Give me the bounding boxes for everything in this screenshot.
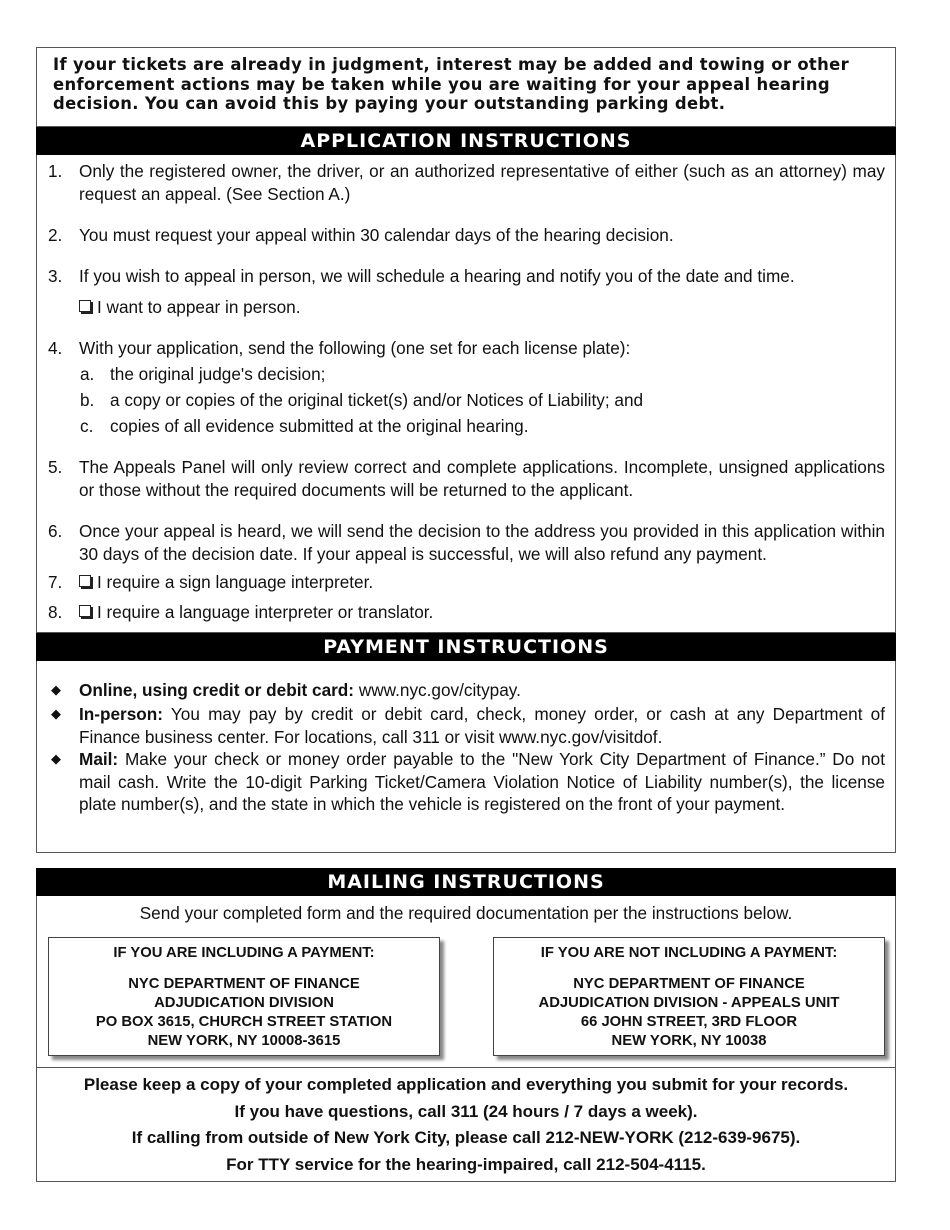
item-text: Only the registered owner, the driver, or an authorized representative of either (such as an attorney) may request an appeal. (See Section A.) <box>79 161 885 204</box>
sub-item-letter: b. <box>80 390 95 410</box>
payment-instructions-header: PAYMENT INSTRUCTIONS <box>36 633 896 661</box>
address-line: ADJUDICATION DIVISION <box>154 995 334 1011</box>
address-line: NYC DEPARTMENT OF FINANCE <box>573 976 805 992</box>
item-number: 6. <box>48 521 63 541</box>
item-text: With your application, send the following (one set for each license plate): <box>79 338 631 358</box>
address-line: PO BOX 3615, CHURCH STREET STATION <box>95 1014 393 1030</box>
payment-option-label: Mail: <box>79 749 119 769</box>
item-number: 2. <box>48 225 63 245</box>
diamond-bullet-icon: ◆ <box>51 751 61 766</box>
application-instructions-section <box>36 155 896 633</box>
item-number: 7. <box>48 572 63 592</box>
item-text: Once your appeal is heard, we will send the decision to the address you provided in this application within 30 days of the decision date. If your appeal is successful, we will also refund any payment. <box>79 521 885 564</box>
payment-instructions-section <box>36 661 896 853</box>
sub-item-text: the original judge's decision; <box>110 364 326 384</box>
item-number: 3. <box>48 266 63 286</box>
item-text: The Appeals Panel will only review correct and complete applications. Incomplete, unsigned applications or those without the required documents will be returned to the applicant. <box>79 457 885 500</box>
judgment-warning-box <box>36 47 896 127</box>
address-heading: IF YOU ARE INCLUDING A PAYMENT: <box>113 945 375 961</box>
address-line: 66 JOHN STREET, 3RD FLOOR <box>580 1014 798 1030</box>
payment-option-label: Online, using credit or debit card: <box>79 680 355 700</box>
address-line: ADJUDICATION DIVISION - APPEALS UNIT <box>538 995 840 1011</box>
appear-in-person-checkbox[interactable] <box>79 300 91 312</box>
mailing-intro: Send your completed form and the required documentation per the instructions below. <box>139 903 793 923</box>
address-line: NYC DEPARTMENT OF FINANCE <box>128 976 360 992</box>
address-line: NEW YORK, NY 10038 <box>611 1033 767 1049</box>
footer-line-311: If you have questions, call 311 (24 hours / 7 days a week). <box>234 1101 698 1121</box>
judgment-warning-text: If your tickets are already in judgment, interest may be added and towing or other enforcement actions may be taken while you are waiting for your appeal hearing decision. You can avoid this by paying your outstanding parking debt. <box>53 55 850 113</box>
footer-line-tty: For TTY service for the hearing-impaired, call 212-504-4115. <box>226 1154 706 1174</box>
item-text: You must request your appeal within 30 calendar days of the hearing decision. <box>79 225 674 245</box>
item-number: 5. <box>48 457 63 477</box>
address-line: NEW YORK, NY 10008-3615 <box>147 1033 341 1049</box>
sub-item-letter: c. <box>80 416 94 436</box>
application-instructions-header: APPLICATION INSTRUCTIONS <box>36 127 896 155</box>
footer-line-records: Please keep a copy of your completed application and everything you submit for your records. <box>83 1075 849 1094</box>
diamond-bullet-icon: ◆ <box>51 682 61 697</box>
address-heading: IF YOU ARE NOT INCLUDING A PAYMENT: <box>540 945 838 961</box>
item-text: I require a sign language interpreter. <box>97 572 374 592</box>
mailing-instructions-section <box>36 896 896 1182</box>
contact-footer <box>37 1072 895 1178</box>
payment-option-label: In-person: <box>79 704 164 724</box>
item-number: 8. <box>48 602 63 622</box>
appear-in-person-label: I want to appear in person. <box>97 297 301 317</box>
sub-item-letter: a. <box>80 364 95 384</box>
footer-line-outside-nyc: If calling from outside of New York City, please call 212-NEW-YORK (212-639-9675). <box>131 1128 801 1147</box>
item-text: If you wish to appeal in person, we will schedule a hearing and notify you of the date and time. <box>79 266 795 286</box>
language-interpreter-checkbox[interactable] <box>79 605 91 617</box>
sub-item-text: copies of all evidence submitted at the original hearing. <box>110 416 529 436</box>
sign-language-checkbox[interactable] <box>79 575 91 587</box>
address-with-payment <box>48 937 440 1056</box>
payment-option-text: www.nyc.gov/citypay. <box>354 680 521 700</box>
sub-item-text: a copy or copies of the original ticket(s) and/or Notices of Liability; and <box>110 390 644 410</box>
item-number: 4. <box>48 338 63 358</box>
item-number: 1. <box>48 161 63 181</box>
payment-option-text: Make your check or money order payable to the "New York City Department of Finance.” Do not mail cash. Write the 10-digit Parking Ticket/Camera Violation Notice of Liability number(s), the license plate number(s), and the state in which the vehicle is registered on the front of your payment. <box>79 749 885 814</box>
address-without-payment <box>493 937 885 1056</box>
payment-option-text: You may pay by credit or debit card, check, money order, or cash at any Department of Finance business center. For locations, call 311 or visit www.nyc.gov/visitdof. <box>79 704 885 747</box>
mailing-instructions-header: MAILING INSTRUCTIONS <box>36 868 896 896</box>
divider <box>37 1067 895 1068</box>
diamond-bullet-icon: ◆ <box>51 706 61 721</box>
item-text: I require a language interpreter or translator. <box>97 602 434 622</box>
